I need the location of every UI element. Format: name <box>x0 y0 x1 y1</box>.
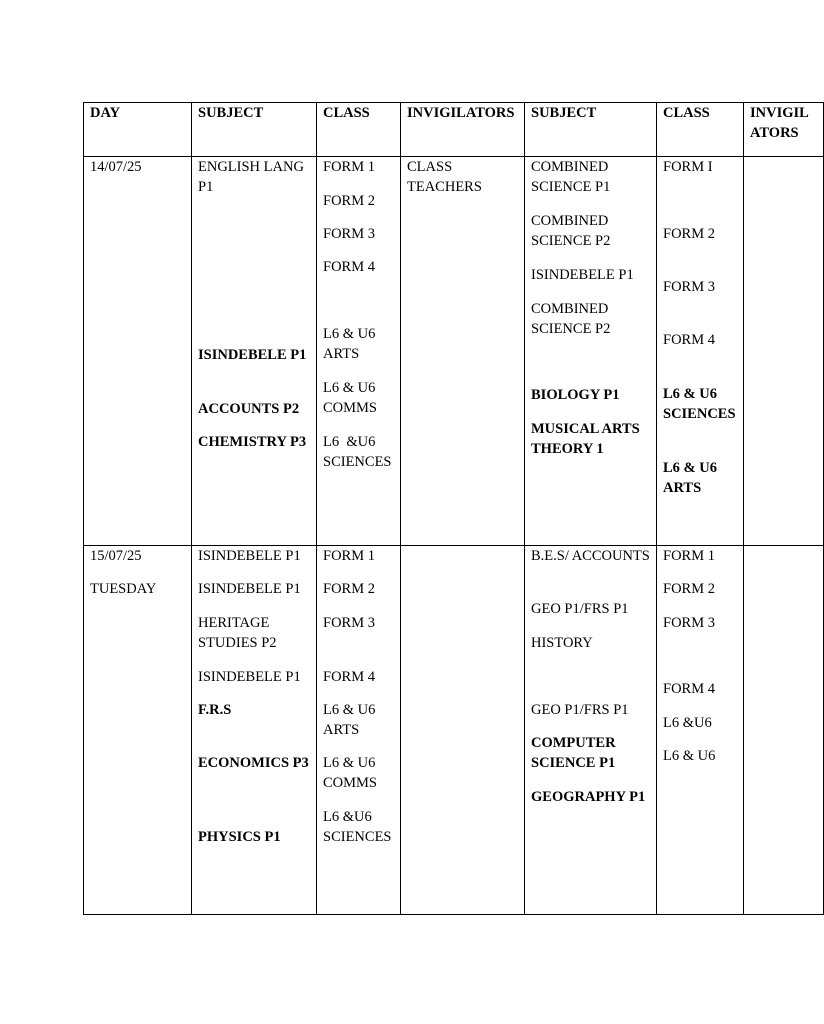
class-entry: FORM 2 <box>663 581 715 597</box>
class-entry: L6 &U6 <box>663 715 712 731</box>
subject-entry: COMBINED SCIENCE P1 <box>531 159 611 195</box>
subject-entry: B.E.S/ ACCOUNTS <box>531 548 650 564</box>
subject-entry: HISTORY <box>531 635 593 651</box>
class-entry: L6 & U6 ARTS <box>323 702 376 738</box>
class-entry: FORM 4 <box>663 681 715 697</box>
header-day: DAY <box>84 103 192 157</box>
subject-entry: ISINDEBELE P1 <box>198 669 301 685</box>
table-row <box>84 157 824 546</box>
class-entry: FORM 3 <box>663 279 715 295</box>
subject-cell-2 <box>525 157 657 546</box>
subject-entry: ENGLISH LANG P1 <box>198 159 304 195</box>
class-entry: L6 & U6 ARTS <box>323 326 376 362</box>
subject-entry: ISINDEBELE P1 <box>198 581 301 597</box>
day-date: 15/07/25 <box>90 548 142 564</box>
invigilators-cell <box>401 546 525 915</box>
subject-entry: GEO P1/FRS P1 <box>531 601 629 617</box>
subject-entry: ACCOUNTS P2 <box>198 401 300 417</box>
class-cell-2 <box>657 157 744 546</box>
header-subject-2: SUBJECT <box>525 103 657 157</box>
subject-entry: COMBINED SCIENCE P2 <box>531 213 611 249</box>
header-invigilators-2: INVIGILATORS <box>744 103 824 157</box>
subject-entry: ISINDEBELE P1 <box>531 267 634 283</box>
class-entry: FORM 3 <box>323 226 375 242</box>
invigilators-entry: CLASS TEACHERS <box>407 159 482 195</box>
day-cell <box>84 546 192 915</box>
day-name: TUESDAY <box>90 581 157 597</box>
class-entry: FORM 1 <box>323 548 375 564</box>
subject-cell <box>192 546 317 915</box>
subject-entry: GEOGRAPHY P1 <box>531 789 646 805</box>
invigilators-cell-2 <box>744 546 824 915</box>
class-entry: L6 & U6 SCIENCES <box>663 386 736 422</box>
invigilators-cell <box>401 157 525 546</box>
invigilators-cell-2 <box>744 157 824 546</box>
subject-entry: PHYSICS P1 <box>198 829 281 845</box>
class-entry: L6 &U6 SCIENCES <box>323 809 392 845</box>
class-entry: L6 & U6 COMMS <box>323 380 377 416</box>
class-entry: FORM 3 <box>323 615 375 631</box>
header-subject: SUBJECT <box>192 103 317 157</box>
class-cell <box>317 157 401 546</box>
class-entry: FORM 4 <box>663 332 715 348</box>
header-invigilators: INVIGILATORS <box>401 103 525 157</box>
subject-entry: COMPUTER SCIENCE P1 <box>531 735 616 771</box>
subject-entry: COMBINED SCIENCE P2 <box>531 301 611 337</box>
subject-entry: BIOLOGY P1 <box>531 387 620 403</box>
subject-entry: MUSICAL ARTS THEORY 1 <box>531 421 640 457</box>
subject-entry: HERITAGE STUDIES P2 <box>198 615 277 651</box>
header-class: CLASS <box>317 103 401 157</box>
subject-entry: ECONOMICS P3 <box>198 755 309 771</box>
class-entry: FORM 4 <box>323 669 375 685</box>
class-entry: FORM 1 <box>663 548 715 564</box>
subject-entry: CHEMISTRY P3 <box>198 434 307 450</box>
class-cell <box>317 546 401 915</box>
class-entry: FORM I <box>663 159 713 175</box>
class-entry: FORM 2 <box>323 581 375 597</box>
exam-timetable <box>83 102 824 915</box>
day-date: 14/07/25 <box>90 159 142 175</box>
day-cell <box>84 157 192 546</box>
table-row <box>84 546 824 915</box>
class-entry: L6 & U6 ARTS <box>663 460 717 496</box>
class-entry: FORM 2 <box>663 226 715 242</box>
subject-cell <box>192 157 317 546</box>
header-class-2: CLASS <box>657 103 744 157</box>
subject-entry: ISINDEBELE P1 <box>198 548 301 564</box>
class-entry: FORM 1 <box>323 159 375 175</box>
subject-entry: GEO P1/FRS P1 <box>531 702 629 718</box>
subject-entry: ISINDEBELE P1 <box>198 347 307 363</box>
class-entry: L6 &U6 SCIENCES <box>323 434 392 470</box>
class-entry: FORM 4 <box>323 259 375 275</box>
class-entry: L6 & U6 <box>663 748 716 764</box>
class-entry: FORM 2 <box>323 193 375 209</box>
subject-entry: F.R.S <box>198 702 232 718</box>
class-entry: FORM 3 <box>663 615 715 631</box>
subject-cell-2 <box>525 546 657 915</box>
class-entry: L6 & U6 COMMS <box>323 755 377 791</box>
class-cell-2 <box>657 546 744 915</box>
header-row <box>84 103 824 157</box>
